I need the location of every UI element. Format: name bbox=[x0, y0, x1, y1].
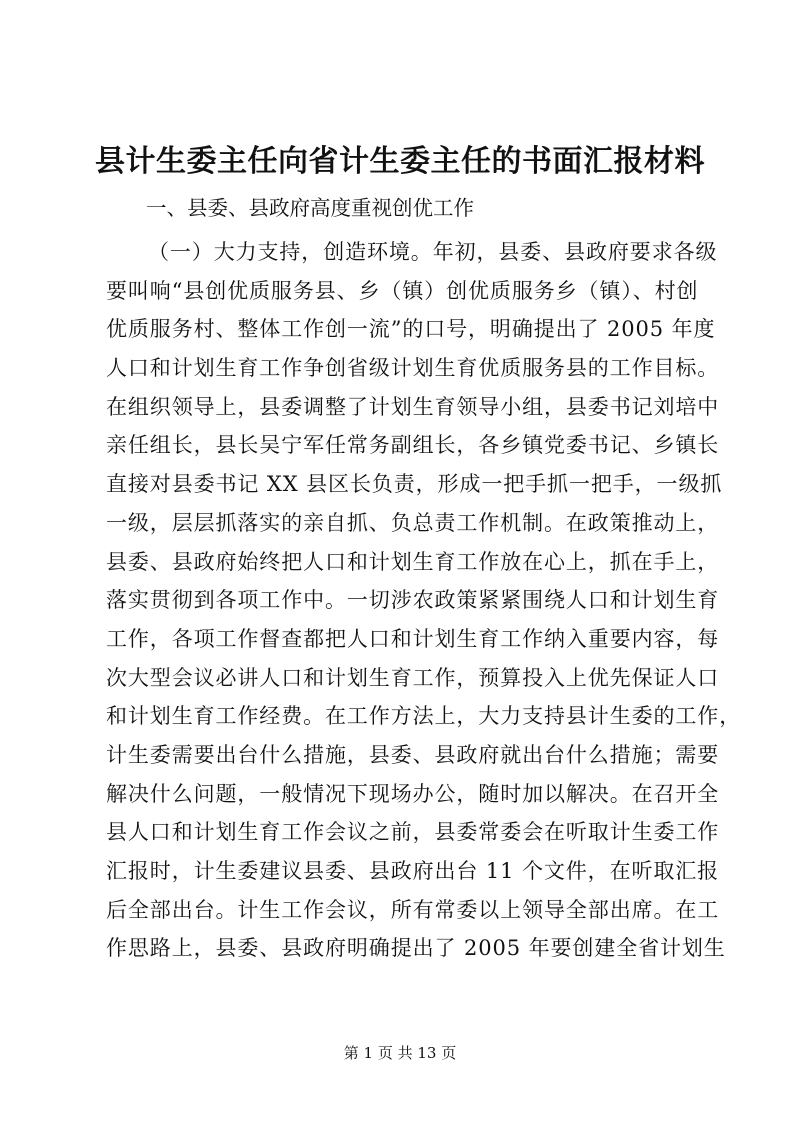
body-line: 亲任组长，县长吴宁军任常务副组长，各乡镇党委书记、乡镇长 bbox=[106, 433, 720, 458]
body-line: 作思路上，县委、县政府明确提出了 2005 年要创建全省计划生 bbox=[106, 936, 726, 961]
body-line: 县人口和计划生育工作会议之前，县委常委会在听取计生委工作 bbox=[106, 820, 720, 845]
body-line: 要叫响“县创优质服务县、乡（镇）创优质服务乡（镇）、村创 bbox=[106, 278, 699, 303]
body-line: 一级，层层抓落实的亲自抓、负总责工作机制。在政策推动上， bbox=[106, 510, 720, 535]
body-line: 解决什么问题，一般情况下现场办公，随时加以解决。在召开全 bbox=[106, 781, 720, 806]
document-title: 县计生委主任向省计生委主任的书面汇报材料 bbox=[95, 144, 705, 179]
body-line: 直接对县委书记 XX 县区长负责，形成一把手抓一把手，一级抓 bbox=[106, 472, 723, 497]
body-line: 工作，各项工作督查都把人口和计划生育工作纳入重要内容，每 bbox=[106, 626, 720, 651]
body-line: 计生委需要出台什么措施，县委、县政府就出台什么措施；需要 bbox=[106, 742, 720, 767]
body-line: 后全部出台。计生工作会议，所有常委以上领导全部出席。在工 bbox=[106, 897, 720, 922]
body-text bbox=[106, 233, 742, 968]
body-line: 人口和计划生育工作争创省级计划生育优质服务县的工作目标。 bbox=[106, 356, 720, 381]
body-line: 优质服务村、整体工作创一流”的口号，明确提出了 2005 年度 bbox=[106, 317, 716, 342]
body-line: （一）大力支持，创造环境。年初，县委、县政府要求各级 bbox=[148, 240, 718, 264]
body-line: 落实贯彻到各项工作中。一切涉农政策紧紧围绕人口和计划生育 bbox=[106, 588, 720, 613]
body-line: 在组织领导上，县委调整了计划生育领导小组，县委书记刘培中 bbox=[106, 394, 720, 419]
body-line: 次大型会议必讲人口和计划生育工作，预算投入上优先保证人口 bbox=[106, 665, 720, 690]
section-heading: 一、县委、县政府高度重视创优工作 bbox=[146, 196, 474, 220]
page-number-footer: 第 1 页 共 13 页 bbox=[343, 1044, 457, 1062]
body-line: 汇报时，计生委建议县委、县政府出台 11 个文件，在听取汇报 bbox=[106, 859, 720, 883]
body-line: 县委、县政府始终把人口和计划生育工作放在心上，抓在手上， bbox=[106, 549, 720, 574]
body-line: 和计划生育工作经费。在工作方法上，大力支持县计生委的工作， bbox=[106, 704, 742, 729]
